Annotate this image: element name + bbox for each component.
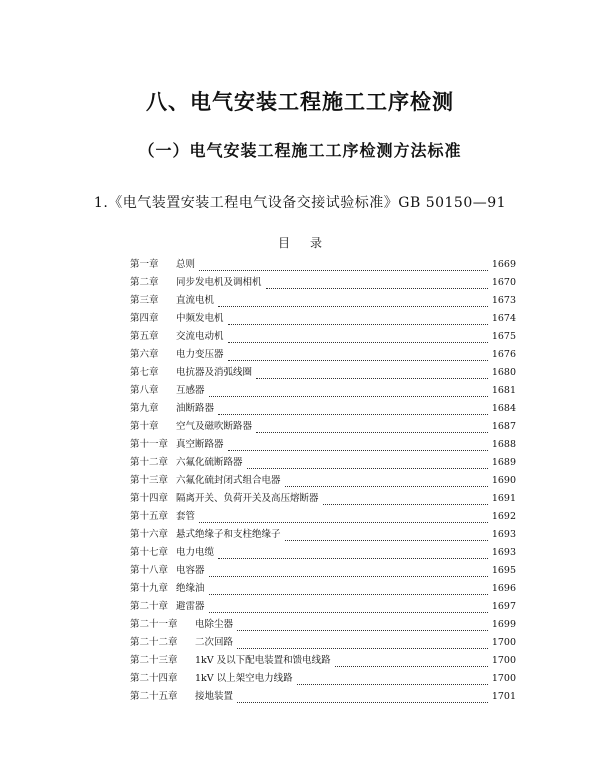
- toc-chapter-number: 第五章: [130, 331, 159, 342]
- toc-entry: [130, 634, 516, 652]
- toc-entry: [130, 256, 516, 274]
- toc-chapter-title: 六氟化硫断路器: [176, 457, 243, 468]
- toc-entry: [130, 364, 516, 382]
- toc-chapter-number: 第二十四章: [130, 673, 178, 684]
- toc-chapter-title: 悬式绝缘子和支柱绝缘子: [176, 529, 281, 540]
- toc-leader-dots: [209, 594, 488, 595]
- toc-entry: [130, 616, 516, 634]
- toc-chapter-title: 电容器: [176, 565, 205, 576]
- toc-chapter-number: 第十一章: [130, 439, 169, 450]
- toc-chapter-title: 总则: [176, 259, 196, 270]
- toc-leader-dots: [228, 342, 488, 343]
- toc-chapter-title: 空气及磁吹断路器: [176, 421, 253, 432]
- toc-page-number: 1693: [491, 547, 516, 558]
- toc-leader-dots: [297, 684, 488, 685]
- toc-leader-dots: [199, 522, 488, 523]
- toc-chapter-title: 电除尘器: [195, 619, 234, 630]
- page-title: 八、电气安装工程施工工序检测: [146, 90, 454, 114]
- toc-entry: [130, 472, 516, 490]
- toc-page-number: 1695: [491, 565, 516, 576]
- toc-leader-dots: [218, 306, 488, 307]
- toc-chapter-title: 隔离开关、负荷开关及高压熔断器: [176, 493, 319, 504]
- toc-entry: [130, 580, 516, 598]
- toc-chapter-number: 第一章: [130, 259, 159, 270]
- toc-leader-dots: [256, 432, 488, 433]
- toc-page-number: 1670: [491, 277, 516, 288]
- toc-page-number: 1700: [491, 637, 516, 648]
- toc-page-number: 1669: [491, 259, 516, 270]
- section-subtitle: （一）电气安装工程施工工序检测方法标准: [138, 141, 462, 160]
- table-of-contents: [130, 256, 516, 706]
- toc-page-number: 1676: [491, 349, 516, 360]
- toc-page-number: 1701: [491, 691, 516, 702]
- toc-chapter-number: 第三章: [130, 295, 159, 306]
- toc-chapter-number: 第十四章: [130, 493, 169, 504]
- toc-chapter-number: 第二十三章: [130, 655, 178, 666]
- toc-entry: [130, 544, 516, 562]
- toc-page-number: 1688: [491, 439, 516, 450]
- toc-chapter-number: 第四章: [130, 313, 159, 324]
- toc-page-number: 1693: [491, 529, 516, 540]
- toc-leader-dots: [247, 468, 488, 469]
- toc-leader-dots: [218, 414, 488, 415]
- toc-chapter-title: 电抗器及消弧线圈: [176, 367, 253, 378]
- toc-chapter-title: 油断路器: [176, 403, 215, 414]
- toc-chapter-number: 第九章: [130, 403, 159, 414]
- toc-chapter-number: 第八章: [130, 385, 159, 396]
- toc-leader-dots: [228, 360, 488, 361]
- toc-chapter-number: 第六章: [130, 349, 159, 360]
- toc-chapter-title: 接地装置: [195, 691, 234, 702]
- toc-entry: [130, 508, 516, 526]
- toc-entry: [130, 274, 516, 292]
- toc-page-number: 1689: [491, 457, 516, 468]
- toc-leader-dots: [209, 612, 488, 613]
- toc-heading: 目录: [277, 236, 342, 250]
- toc-entry: [130, 652, 516, 670]
- toc-entry: [130, 454, 516, 472]
- toc-entry: [130, 400, 516, 418]
- standard-title: 1.《电气装置安装工程电气设备交接试验标准》GB 50150—91: [93, 195, 507, 211]
- toc-leader-dots: [209, 396, 488, 397]
- toc-chapter-number: 第十六章: [130, 529, 169, 540]
- toc-entry: [130, 292, 516, 310]
- toc-page-number: 1699: [491, 619, 516, 630]
- toc-page-number: 1696: [491, 583, 516, 594]
- toc-chapter-number: 第十九章: [130, 583, 169, 594]
- toc-page-number: 1700: [491, 655, 516, 666]
- toc-chapter-title: 交流电动机: [176, 331, 224, 342]
- toc-chapter-title: 直流电机: [176, 295, 215, 306]
- toc-leader-dots: [285, 540, 488, 541]
- toc-chapter-title: 六氟化硫封闭式组合电器: [176, 475, 281, 486]
- toc-leader-dots: [209, 576, 488, 577]
- toc-chapter-number: 第十五章: [130, 511, 169, 522]
- toc-chapter-title: 电力变压器: [176, 349, 224, 360]
- toc-page-number: 1687: [491, 421, 516, 432]
- toc-chapter-number: 第二十一章: [130, 619, 178, 630]
- toc-leader-dots: [237, 630, 488, 631]
- toc-chapter-title: 电力电缆: [176, 547, 215, 558]
- toc-chapter-number: 第十章: [130, 421, 159, 432]
- toc-chapter-title: 避雷器: [176, 601, 205, 612]
- toc-entry: [130, 328, 516, 346]
- toc-leader-dots: [228, 450, 488, 451]
- toc-entry: [130, 418, 516, 436]
- toc-leader-dots: [323, 504, 488, 505]
- toc-entry: [130, 562, 516, 580]
- toc-entry: [130, 346, 516, 364]
- toc-leader-dots: [237, 648, 488, 649]
- toc-page-number: 1700: [491, 673, 516, 684]
- toc-page-number: 1675: [491, 331, 516, 342]
- toc-page-number: 1680: [491, 367, 516, 378]
- toc-chapter-number: 第二十章: [130, 601, 169, 612]
- toc-page-number: 1692: [491, 511, 516, 522]
- toc-chapter-number: 第十三章: [130, 475, 169, 486]
- toc-entry: [130, 598, 516, 616]
- toc-page-number: 1681: [491, 385, 516, 396]
- toc-chapter-title: 套管: [176, 511, 196, 522]
- toc-page-number: 1673: [491, 295, 516, 306]
- toc-chapter-title: 1kV 及以下配电装置和馈电线路: [195, 655, 331, 666]
- toc-chapter-number: 第十七章: [130, 547, 169, 558]
- toc-leader-dots: [335, 666, 488, 667]
- toc-entry: [130, 436, 516, 454]
- toc-chapter-number: 第二十二章: [130, 637, 178, 648]
- toc-entry: [130, 670, 516, 688]
- toc-chapter-number: 第十八章: [130, 565, 169, 576]
- toc-leader-dots: [256, 378, 488, 379]
- toc-leader-dots: [237, 702, 488, 703]
- toc-page-number: 1691: [491, 493, 516, 504]
- toc-chapter-title: 中频发电机: [176, 313, 224, 324]
- toc-chapter-title: 同步发电机及调相机: [176, 277, 262, 288]
- toc-entry: [130, 310, 516, 328]
- toc-chapter-title: 1kV 以上架空电力线路: [195, 673, 293, 684]
- toc-chapter-number: 第二章: [130, 277, 159, 288]
- toc-chapter-title: 真空断路器: [176, 439, 224, 450]
- toc-chapter-title: 二次回路: [195, 637, 234, 648]
- toc-page-number: 1674: [491, 313, 516, 324]
- toc-page-number: 1684: [491, 403, 516, 414]
- toc-chapter-number: 第二十五章: [130, 691, 178, 702]
- toc-leader-dots: [218, 558, 488, 559]
- toc-leader-dots: [199, 270, 488, 271]
- toc-chapter-title: 互感器: [176, 385, 205, 396]
- toc-chapter-number: 第十二章: [130, 457, 169, 468]
- toc-chapter-number: 第七章: [130, 367, 159, 378]
- toc-page-number: 1697: [491, 601, 516, 612]
- toc-page-number: 1690: [491, 475, 516, 486]
- toc-entry: [130, 382, 516, 400]
- toc-chapter-title: 绝缘油: [176, 583, 205, 594]
- toc-leader-dots: [266, 288, 488, 289]
- toc-entry: [130, 490, 516, 508]
- toc-leader-dots: [285, 486, 488, 487]
- toc-leader-dots: [228, 324, 488, 325]
- toc-entry: [130, 688, 516, 706]
- toc-entry: [130, 526, 516, 544]
